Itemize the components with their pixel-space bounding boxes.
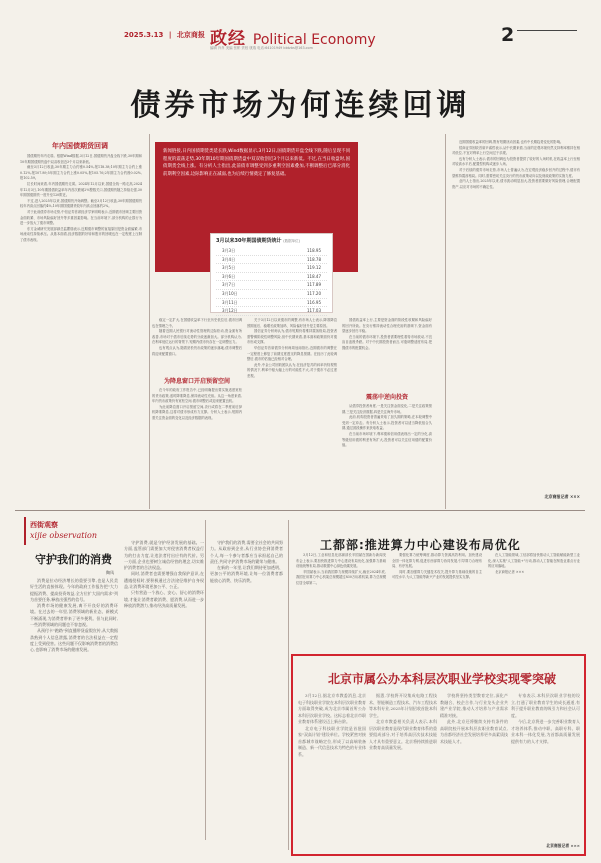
- lead-byline: 北京商报记者 ×××: [544, 494, 580, 499]
- table-cell-date: 3月6日: [222, 273, 236, 279]
- body-paragraph: 关于3月12日以来债市的调整,有市场人士表示,降准降息预期延后、稳增长政策加码、风险偏好回升是主要原因。: [247, 318, 337, 328]
- industry-headline: 工都部:推进算力中心建设布局优化: [320, 538, 521, 552]
- summary-text: 新闻链接,日内国债期货类延长跌,Wind数据显示,3月12日,国债期货开盘全线下跌,随后呈现不同程度的震荡走势,30年期10年期国债期货盘中双双收创近3个月以来新低。不过,在当日收盘时,国债期货全线上涨。有分析人士指出,此前债市调整受到多重利空因素叠加,不断调整后已部分消化前期利空因素,边际影响正在减弱,也为后续行情奠定了修复基础。: [163, 149, 350, 177]
- table-cell-date: 3月12日: [222, 308, 238, 314]
- body-paragraph: 华创证券首席债券分析师周冠南指出,近期债市的调整在一定程度上修复了前期过度透支的降息预期。在经历了此轮调整后,债市的估值已经相对合理。: [247, 345, 337, 362]
- lead-col-2: [152, 318, 242, 374]
- table-row: [216, 264, 327, 273]
- commentary-author: 陶凤: [106, 570, 114, 575]
- table-cell-value: 118.78: [307, 256, 321, 262]
- body-paragraph: 对于后续的债券市场走势,市场人士普遍认为,在宏观经济稳步回升的过程中,债市有望维持震荡格局。同时,需要密切关注央行的货币政策动向以及财政政策的实施力度。: [452, 167, 580, 178]
- table-cell-date: 3月7日: [222, 282, 236, 288]
- body-paragraph: 业内人士指出,2025年以来,债市波动明显加大,投资者需要做好风险管理,合理配置资产,以应对市场的不确定性。: [452, 179, 580, 189]
- table-cell-date: 3月5日: [222, 265, 236, 271]
- table-row: [216, 256, 327, 265]
- body-paragraph: 守护我们的消费,需要全社会的共同努力。从政府到企业,从行业协会到消费者个人,每一个参与者都应当承担起自己的责任,共同守护消费市场的繁荣与健康。: [210, 540, 283, 564]
- body-paragraph: 东方金诚研究发展部副总监瞿瑞表示,近期债市调整的直接原因是资金面偏紧,市场流动性持续承压。从基本面看,经济数据的好转和股市的回暖也在一定程度上压制了债市表现。: [20, 226, 142, 242]
- body-paragraph: 也有观点认为,随着宽松货币政策的逐步落地,债市调整后将迎来配置窗口。: [152, 345, 242, 356]
- body-paragraph: 也有分析人士表示,债市的回调也为投资者提供了较好的入场时机,在收益率上行至相对较高水平后,配置型机构或逐步入场。: [452, 156, 580, 167]
- body-paragraph: 稳定一定扩大,在国债收益率下行至历史低位后,债市回调也在情理之中。: [152, 318, 242, 328]
- masthead-rule: [517, 30, 577, 34]
- subheading-1: 年内国债期货回调: [52, 142, 108, 150]
- lead-col-4: [342, 318, 432, 390]
- page-number: 2: [501, 24, 515, 46]
- body-paragraph: 国信证券分析师认为,债市短期仍将维持震荡格局,投资者需警惕阶段性调整风险,但中长期来看,基本面和政策面仍对债市形成支撑。: [247, 329, 337, 345]
- commentary-tag: [24, 517, 104, 545]
- body-paragraph: 在新的一年里,让我们期待更加透明、更加公平的消费环境,让每一位消费者都能放心消费、快乐消费。: [210, 565, 283, 583]
- body-paragraph: 此前,机构投资者普遍采取了加久期的策略,在本轮调整中受到一定冲击。有分析人士表示,投资者可以适当降低组合久期,通过波段操作来获取收益。: [342, 415, 432, 431]
- body-paragraph: 消费是拉动经济增长的重要引擎,也是人民美好生活的直接体现。今年的政府工作报告把"大力提振消费、提高投资效益,全方位扩大国内需求"列为首要任务,释放出强烈的信号。: [30, 578, 118, 602]
- lead-col-2b: [152, 388, 242, 500]
- table-cell-date: 3月4日: [222, 256, 236, 262]
- body-paragraph: 截至3月12日收盘,30年期主力合约涨0.54%,报118.38;10年期主力合约上涨0.12%,报107.89;5年期主力合约上涨0.05%,报105.76;2年期主力合约涨0.02%,报102.59。: [20, 165, 142, 181]
- highlight-col-4: [511, 693, 580, 839]
- body-paragraph: 在今年的政府工作报告中,已经明确提出要实施适度宽松的货币政策,适时降准降息,保持流动性充裕。从这一角度来看,年内货币政策仍有宽松空间,债市调整后或迎来配置良机。: [152, 388, 242, 404]
- body-paragraph: 在人工智能领域,工信部将加快推动人工智能赋能新型工业化,深入实施"人工智能+"行动,推动人工智能在制造业重点行业的应用落地。: [488, 553, 580, 569]
- table-cell-date: 3月3日: [222, 248, 236, 253]
- table-cell-value: 118.95: [307, 248, 321, 253]
- industry-col-1: [296, 553, 386, 649]
- table-row: [216, 299, 327, 308]
- body-paragraph: 辛国斌表示,当前我国算力规模持续扩大,截至2024年底,我国在用算力中心机架总规模超过830万标准机架,算力总规模位居全球第二。: [296, 569, 386, 585]
- body-paragraph: 北京商报记者 ×××: [495, 569, 525, 574]
- body-paragraph: 此外,中金公司固收团队认为,在经济复苏的斜率仍待观察的情况下,利率中枢大幅上行的可能性不大,对于债市不必过度悲观。: [247, 362, 337, 378]
- table-cell-value: 117.89: [307, 282, 321, 288]
- body-paragraph: 北京电子科技职业学院是首批国家"双高计划"建设单位。学校紧密对接首都城市战略定位,形成了以高端装备制造、新一代信息技术为特色的专业体系。: [298, 725, 366, 757]
- body-paragraph: 从债券投资者角度,一是关注资金面变化,二是关注政策预期,三是关注经济数据,四是关注海外市场。: [342, 404, 432, 414]
- masthead: [0, 0, 601, 58]
- body-paragraph: 招商证券固收首席尹睿哲表示,从中长期来看,当前的宏观环境仍然支持利率维持在相对低位,不宜对利率上行空间过于乐观。: [452, 145, 580, 156]
- table-cell-value: 117.20: [307, 290, 321, 296]
- body-paragraph: 专家表示,本科层次职业学校的设立,打通了职业教育学生的成长通道,有利于提升职业教育的吸引力和社会认可度。: [511, 693, 580, 718]
- table-cell-date: 3月10日: [222, 290, 238, 296]
- lead-col-5: [342, 404, 432, 500]
- highlight-headline: 北京市属公办本科层次职业学校实现零突破: [327, 672, 556, 686]
- commentary-headline: 守护我们的消费: [35, 553, 112, 566]
- subheading-3: 震荡中逆向投资: [365, 394, 408, 401]
- table-cell-date: 3月11日: [222, 299, 238, 305]
- tag-cn: 西街观察: [30, 521, 58, 529]
- body-paragraph: 同时,消费者也需要增强自我保护意识,在遭遇侵权时,要积极通过合法途径维护自身权益,让消费环境更加公平、公正。: [124, 571, 204, 590]
- body-paragraph: 3月12日,工业和信息化部副部长辛国斌在国新办新闻发布会上表示,要加快推进算力中心建设布局优化,加强算力基础设施统筹布局,推动数据中心绿色低碳发展。: [296, 553, 386, 569]
- table-cell-value: 118.47: [307, 273, 321, 279]
- body-paragraph: 对于此前债券市场走势,中信证券首席经济学家明明表示,近期债市回调主要因资金面收紧、市场风险偏好回升等多重因素影响。在当前环境下,部分机构的止损行为进一步放大了债市调整。: [20, 209, 142, 226]
- subheading-2: 为降息窗口开启预留空间: [163, 378, 230, 385]
- body-paragraph: 此外,北京还将继续支持有条件的高职院校开展本科层次职业教育试点,为首都经济社会发展培养更多高素质技术技能人才。: [440, 719, 508, 744]
- commentary-col-3: [210, 540, 283, 840]
- body-paragraph: 据悉,学校将开设集成电路工程技术、智能制造工程技术、汽车工程技术等本科专业,2025年计划招收首批本科学生。: [369, 693, 437, 718]
- table-row: [216, 290, 327, 299]
- lead-col-1: [20, 154, 142, 500]
- issue-date: 2025.3.13 | 北京商报: [124, 31, 205, 39]
- body-paragraph: 近期国债收益率的回调,既有短期扰动因素,也有中长期趋势变化的影响。: [459, 140, 564, 144]
- body-paragraph: 守护消费,就是守护经济发展的基础。一方面,监管部门需要加大对侵害消费者权益行为的打击力度,让违法者付出应有的代价。另一方面,企业也要树立诚信经营的理念,切实维护消费者的合法权益。: [124, 540, 204, 571]
- body-paragraph: 在当前市场环境下,利率债和信用债表现出一定的分化,高等级信用债的利差有所扩大,投资者可以关注信用债的配置价值。: [342, 431, 432, 448]
- body-paragraph: 只有营造一个放心、安心、舒心的消费环境,才能让消费者敢消费、愿消费,从而进一步释放消费潜力,推动经济高质量发展。: [124, 590, 204, 608]
- table-title: 3月以来30年期国债期货统计: [216, 238, 282, 244]
- table-row: [216, 247, 327, 256]
- editor-line: 编辑 肖肖 美编 张彬 责校 康瑞 电话:64101949 bbtzbs@163.com: [210, 46, 313, 50]
- body-paragraph: 国债期货年内走弱。根据Wind数据,3月12日,国债期货开盘全线下跌,30年期和10年期国债期货盘中双双收创近3个月以来新低。: [20, 154, 142, 164]
- table-row: [216, 307, 327, 316]
- lead-col-3: [247, 318, 337, 500]
- table-cell-value: 116.95: [307, 299, 321, 305]
- body-paragraph: 今后,北京将进一步完善职业教育人才培养体系,推动中职、高职专科、职业本科一体化发展,为首都高质量发展提供有力的人才支撑。: [511, 719, 580, 744]
- body-paragraph: 不过,进入2025年以来,国债期货开始调整。截至3月12日收盘,30年期国债期货较年内高点回落约4%,10年期国债期货较年内高点回落约2%。: [20, 198, 142, 209]
- highlight-col-2: [369, 693, 437, 847]
- table-cell-value: 119.12: [307, 265, 321, 271]
- industry-col-2: [392, 553, 482, 649]
- body-paragraph: 在当前的债市环境下,投资者需要理性看待市场波动,不宜盲目追涨杀跌。对于中长期投资者而言,可逢调整适度布局,把握债市的配置机会。: [342, 334, 432, 350]
- commentary-col-1: [30, 578, 118, 840]
- section-title: 政经 Political Economy: [210, 29, 376, 49]
- table-note: (数据单位): [283, 239, 300, 243]
- body-paragraph: 从预付卡"跑路"到直播带货虚假宣传,从大数据杀熟到个人信息泄露,消费者的合法权益在一定程度上受到侵害。这些问题不仅影响消费者的消费信心,也影响了消费市场的健康发展。: [30, 628, 118, 653]
- lead-col-6: [452, 140, 580, 488]
- body-paragraph: 学校将坚持类型教育定位,深化产教融合、校企合作,与行业龙头企业共建产业学院,推动人才培养与产业需求精准对接。: [440, 693, 508, 718]
- tag-en: xijie observation: [30, 531, 98, 540]
- lead-headline: 债券市场为何连续回调: [130, 88, 471, 123]
- body-paragraph: 为此前降息窗口开启预留空间,央行或将在二季度前后择机降准降息,这将对债市形成有力支撑。分析人士表示,短期内需关注资金面的变化以及经济数据的表现。: [152, 404, 242, 420]
- table-row: [216, 273, 327, 282]
- body-paragraph: 北京市教委相关负责人表示,本科层次职业教育是现代职业教育体系的重要组成部分,对于培养高层次技术技能人才具有重要意义。北京将持续推进职业教育高质量发展。: [369, 719, 437, 750]
- body-paragraph: 拉长时间来看,年内国债期货走弱。2024年12月以来,国债全线一路走高,2024年12月3日,10年期国债收益率年内首次跌破2%整数关口,国债期货随之持续走强,30年期国债期货一度升至120附近。: [20, 181, 142, 198]
- body-paragraph: 消费市场的健康发展,离不开良好的消费环境。在过去的一年里,消费领域的新业态、新模式不断涌现,为消费者带来了更多便利。但与此同时,一些消费领域的问题也不容忽视。: [30, 603, 118, 628]
- table-row: [216, 281, 327, 290]
- highlight-col-1: [298, 693, 366, 847]
- highlight-byline: 北京商报记者 ×××: [546, 843, 580, 848]
- industry-col-3: [488, 553, 580, 649]
- commentary-col-2: [124, 540, 204, 840]
- body-paragraph: 要强化算力统筹调度,推动算力资源高效利用。加快建设全国一体化算力网,促进东西部算力协同发展,引导算力合理布局、有序发展。: [392, 553, 482, 569]
- highlight-col-3: [440, 693, 508, 847]
- body-paragraph: 3月12日,据北京市教委消息,北京电子科技职业学院在本科层次职业教育方面取得突破,成为北京市属首所公办本科层次职业学校。这标志着北京市职业教育体系建设迈上新台阶。: [298, 693, 366, 724]
- body-paragraph: 同时,要加强算力关键技术攻关,提升算力基础设施的自主可控水平,为人工智能等新兴产业的发展提供坚实支撑。: [392, 569, 482, 580]
- body-paragraph: 国债收益率上行,主要是资金面的阶段性收紧和风险偏好的回升所致。在央行维持流动性合理充裕的基调下,资金面有望逐步回归平稳。: [342, 318, 432, 334]
- table-cell-value: 117.03: [307, 308, 321, 314]
- futures-table: [210, 233, 333, 313]
- body-paragraph: 随着近期人民银行对流动性管理的边际松动,资金面有所改善,市场对于债市后续走势的分歧逐渐加大。部分机构认为,在利率低位运行的背景下,短期内债市仍存在一定调整压力。: [152, 329, 242, 345]
